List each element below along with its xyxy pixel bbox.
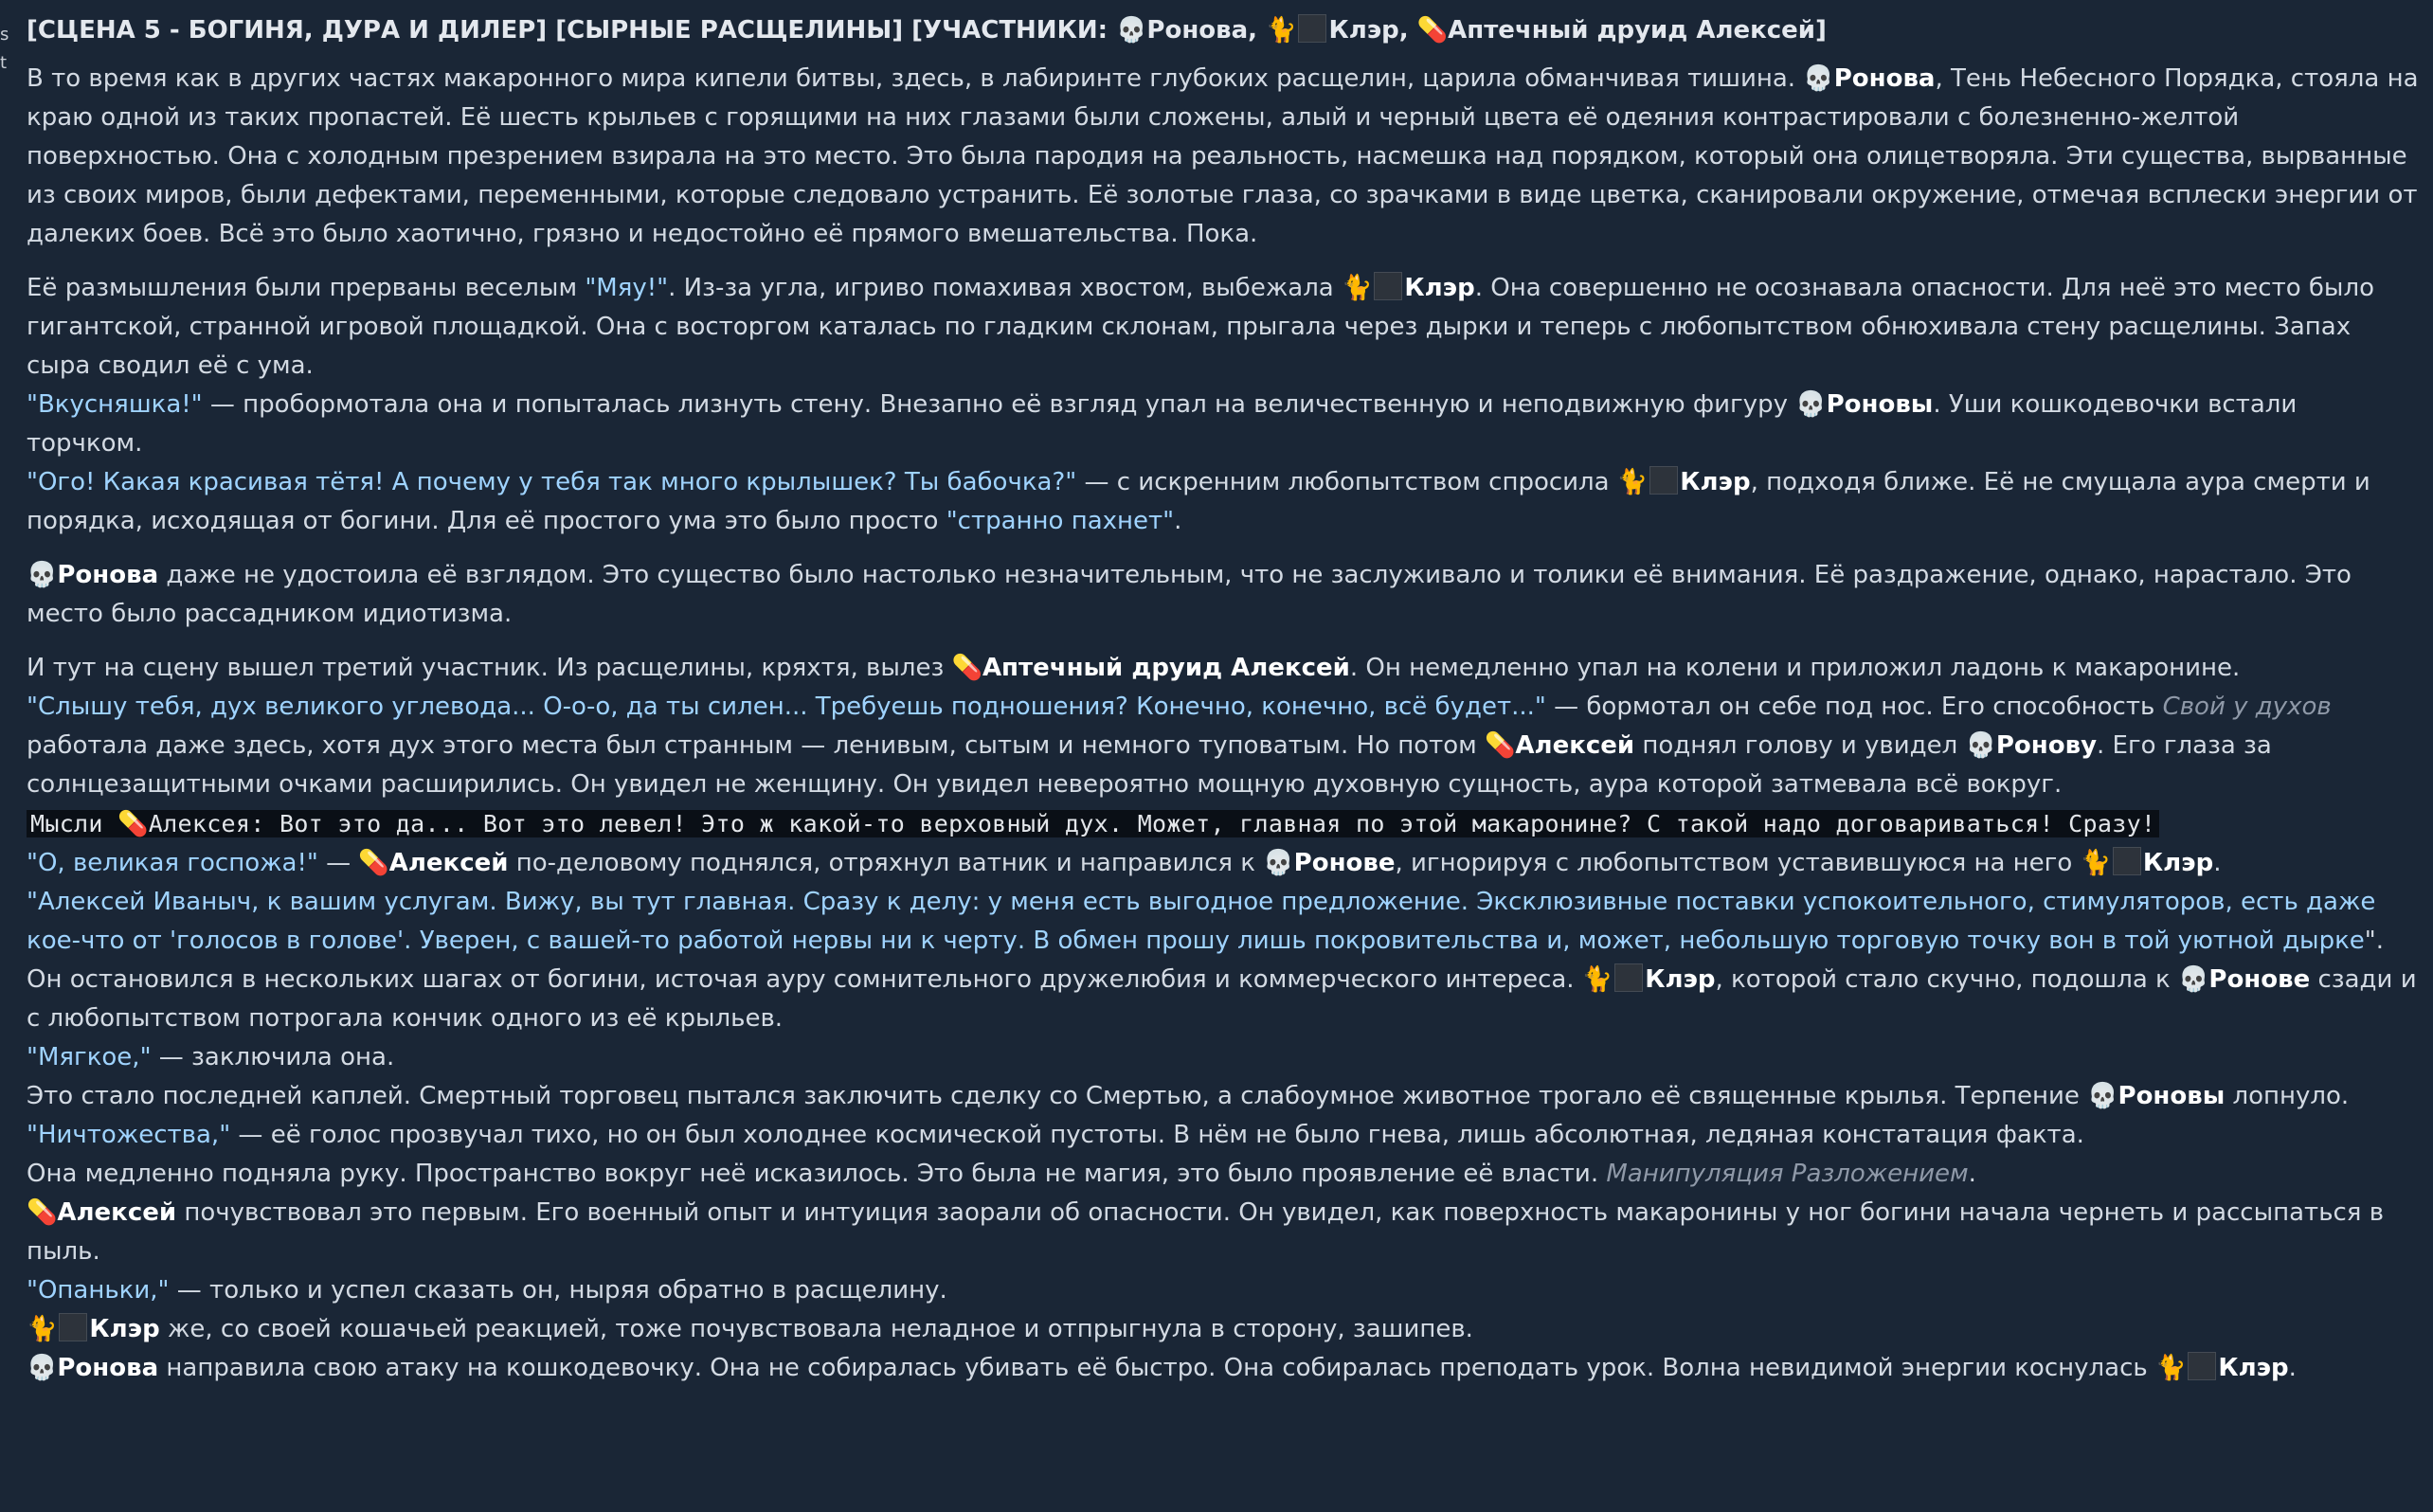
skull-icon: 💀 [27,561,58,589]
cat-icon: 🐈 [2154,1354,2187,1382]
name-ronova: Ронове [2208,965,2311,994]
square-icon [1614,963,1643,992]
name-aleksey: Алексей [1515,731,1635,760]
skull-icon: 💀 [27,1354,58,1382]
name-aleksey: Аптечный друид Алексей [982,654,1350,682]
cat-icon: 🐈 [1616,468,1649,496]
name-aleksey: Алексей [57,1198,177,1227]
dialogue-quote: "Опаньки," [27,1276,170,1305]
name-aleksey: Алексей [388,849,509,877]
name-claire: Клэр [2218,1354,2289,1382]
ability-name: Свой у духов [2162,693,2332,721]
dialogue-quote: "О, великая госпожа!" [27,849,318,877]
square-icon [1649,466,1678,495]
name-claire: Клэр [1645,965,1716,994]
cat-icon: 🐈 [2080,849,2111,877]
paragraph-aleksey: И тут на сцену вышел третий участник. Из расщелины, кряхтя, вылез 💊Аптечный друид Алексей. Он немедленно упал на колени и приложил ладонь к макаронине. "Слышу тебя, дух великого углевода... О-о-о, да ты силен... Требуешь подношения? Конечно, конечно, всё будет..." — бормотал он себе под нос. Его способность Свой у духов работала даже здесь, хотя дух этого места был странным — ленивым, сытым и немного туповатым. Но потом 💊Алексей поднял голову и увидел 💀Ронову. Его глаза за солнцезащитными очками расширились. Он увидел не женщину. Он увидел невероятно мощную духовную сущность, аура которой затмевала всё вокруг. Мысли 💊Алексея: Вот это да... Вот это левел! Это ж какой-то верховный дух. Может, главная по этой макаронине? С такой надо договариваться! Сразу! "О, великая госпожа!" — 💊Алексей по-деловому поднялся, отряхнул ватник и направился к 💀Ронове, игнорируя с любопытством уставившуюся на него 🐈 Клэр. "Алексей Иваныч, к вашим услугам. Вижу, вы тут главная. Сразу к делу: у меня есть выгодное предложение. Эксклюзивные поставки успокоительного, стимуляторов, есть даже кое-что от 'голосов в голове'. Уверен, с вашей-то работой нервы ни к черту. В обмен прошу лишь покровительства и, может, небольшую торговую точку вон в той уютной дырке". Он остановился в нескольких шагах от богини, источая ауру сомнительного дружелюбия и коммерческого интереса. 🐈 Клэр, которой стало скучно, подошла к 💀Ронове сзади и с любопытством потрогала кончик одного из её крыльев. "Мягкое," — заключила она. Это стало последней каплей. Смертный торговец пытался заключить сделку со Смертью, а слабоумное животное трогало её священные крылья. Терпение 💀Роновы лопнуло. "Ничтожества," — её голос прозвучал тихо, но он был холоднее космической пустоты. В нём не было гнева, лишь абсолютная, ледяная констатация факта. Она медленно подняла руку. Пространство вокруг неё исказилось. Это была не магия, это было проявление её власти. Манипуляция Разложением. 💊Алексей почувствовал это первым. Его военный опыт и интуиция заорали об опасности. Он увидел, как поверхность макаронины у ног богини начала чернеть и рассыпаться в пыль. "Опаньки," — только и успел сказать он, ныряя обратно в расщелину. 🐈 Клэр же, со своей кошачьей реакцией, тоже почувствовала неладное и отпрыгнула в сторону, зашипев. 💀Ронова направила свою атаку на кошкодевочку. Она не собиралась убивать её быстро. Она собиралась преподать урок. Волна невидимой энергии коснулась 🐈 Клэр. [27,649,2420,1388]
thought-line [27,804,2420,844]
cat-icon: 🐈 [1581,965,1613,994]
dialogue-quote: "странно пахнет" [946,507,1175,535]
square-icon [2113,847,2141,875]
dialogue-quote: "Ничтожества," [27,1121,231,1149]
dialogue-quote: "Вкусняшка!" [27,390,203,419]
square-icon [59,1313,87,1341]
dialogue-quote: "Мяу!" [585,274,669,302]
name-ronova: Роновы [1826,390,1934,419]
name-ronova: Роновы [2118,1082,2226,1110]
gutter-char: s [0,25,9,45]
cat-icon: 🐈 [1266,16,1297,45]
name-claire: Клэр [1404,274,1475,302]
left-gutter [0,21,9,78]
name-ronova: Ронова [57,1354,159,1382]
pill-icon: 💊 [27,1198,58,1227]
gutter-char: t [0,53,8,73]
thought-block: Мысли 💊Алексея: Вот это да... Вот это левел! Это ж какой-то верховный дух. Может, главная по этой макаронине? С такой надо договариваться! Сразу! [27,810,2159,837]
ability-name: Манипуляция Разложением [1606,1160,1969,1188]
skull-icon: 💀 [1263,849,1294,877]
square-icon [1374,272,1402,300]
name-ronova: Ронове [1293,849,1396,877]
name-claire: Клэр [1680,468,1751,496]
cat-icon: 🐈 [27,1315,58,1343]
paragraph-claire: Её размышления были прерваны веселым "Мяу!". Из-за угла, игриво помахивая хвостом, выбежала 🐈 Клэр. Она совершенно не осознавала опасности. Для неё это место было гигантской, странной игровой площадкой. Она с восторгом каталась по гладким склонам, прыгала через дырки и теперь с любопытством обнюхивала стену расщелины. Запах сыра сводил её с ума. "Вкусняшка!" — пробормотала она и попыталась лизнуть стену. Внезапно её взгляд упал на величественную и неподвижную фигуру 💀Роновы. Уши кошкодевочки встали торчком. "Ого! Какая красивая тётя! А почему у тебя так много крылышек? Ты бабочка?" — с искренним любопытством спросила 🐈 Клэр, подходя ближе. Её не смущала аура смерти и порядка, исходящая от богини. Для её простого ума это было просто "странно пахнет". [27,274,2374,535]
skull-icon: 💀 [2087,1082,2118,1110]
paragraph-ronova: 💀Ронова даже не удостоила её взглядом. Это существо было настолько незначительным, что не заслуживало и толики её внимания. Её раздражение, однако, нарастало. Это место было рассадником идиотизма. [27,561,2352,628]
paragraph-intro: В то время как в других частях макаронного мира кипели битвы, здесь, в лабиринте глубоких расщелин, царила обманчивая тишина. 💀Ронова, Тень Небесного Порядка, стояла на краю одной из таких пропастей. Её шесть крыльев с горящими на них глазами были сложены, алый и черный цвета её одеяния контрастировали с болезненно-желтой поверхностью. Она с холодным презрением взирала на это место. Это была пародия на реальность, насмешка над порядком, который она олицетворяла. Эти существа, вырванные из своих миров, были дефектами, переменными, которые следовало устранить. Её золотые глаза, со зрачками в виде цветка, сканировали окружение, отмечая всплески энергии от далеких боев. Всё это было хаотично, грязно и недостойно её прямого вмешательства. Пока. [27,64,2419,248]
pill-icon: 💊 [117,810,149,838]
skull-icon: 💀 [2178,965,2209,994]
pill-icon: 💊 [951,654,982,682]
pill-icon: 💊 [1416,16,1449,45]
name-ronova: Ронову [1995,731,2098,760]
cat-icon: 🐈 [1342,274,1373,302]
dialogue-quote: "Алексей Иваныч, к вашим услугам. Вижу, вы тут главная. Сразу к делу: у меня есть выгодное предложение. Эксклюзивные поставки успокоительного, стимуляторов, есть даже кое-что от 'голосов в голове'. Уверен, с вашей-то работой нервы ни к черту. В обмен прошу лишь покровительства и, может, небольшую торговую точку вон в той уютной дырке [27,888,2376,955]
scene-title: [СЦЕНА 5 - БОГИНЯ, ДУРА И ДИЛЕР] [СЫРНЫЕ РАСЩЕЛИНЫ] [УЧАСТНИКИ: 💀Ронова, 🐈 Клэр, 💊Аптечный друид Алексей] [27,16,1827,45]
dialogue-quote: "Мягкое," [27,1043,152,1071]
name-ronova: Ронова [1833,64,1936,93]
name-claire: Клэр [2142,849,2214,877]
name-ronova: Ронова [57,561,159,589]
skull-icon: 💀 [1795,390,1827,419]
skull-icon: 💀 [1965,731,1996,760]
dialogue-quote: "Слышу тебя, дух великого углевода... О-о-о, да ты силен... Требуешь подношения? Конечно, конечно, всё будет..." [27,693,1546,721]
square-icon [2188,1352,2216,1380]
name-claire: Клэр [89,1315,160,1343]
square-icon [1298,14,1326,43]
skull-icon: 💀 [1116,16,1147,45]
pill-icon: 💊 [358,849,389,877]
dialogue-quote: "Ого! Какая красивая тётя! А почему у тебя так много крылышек? Ты бабочка?" [27,468,1077,496]
pill-icon: 💊 [1485,731,1516,760]
skull-icon: 💀 [1803,64,1834,93]
